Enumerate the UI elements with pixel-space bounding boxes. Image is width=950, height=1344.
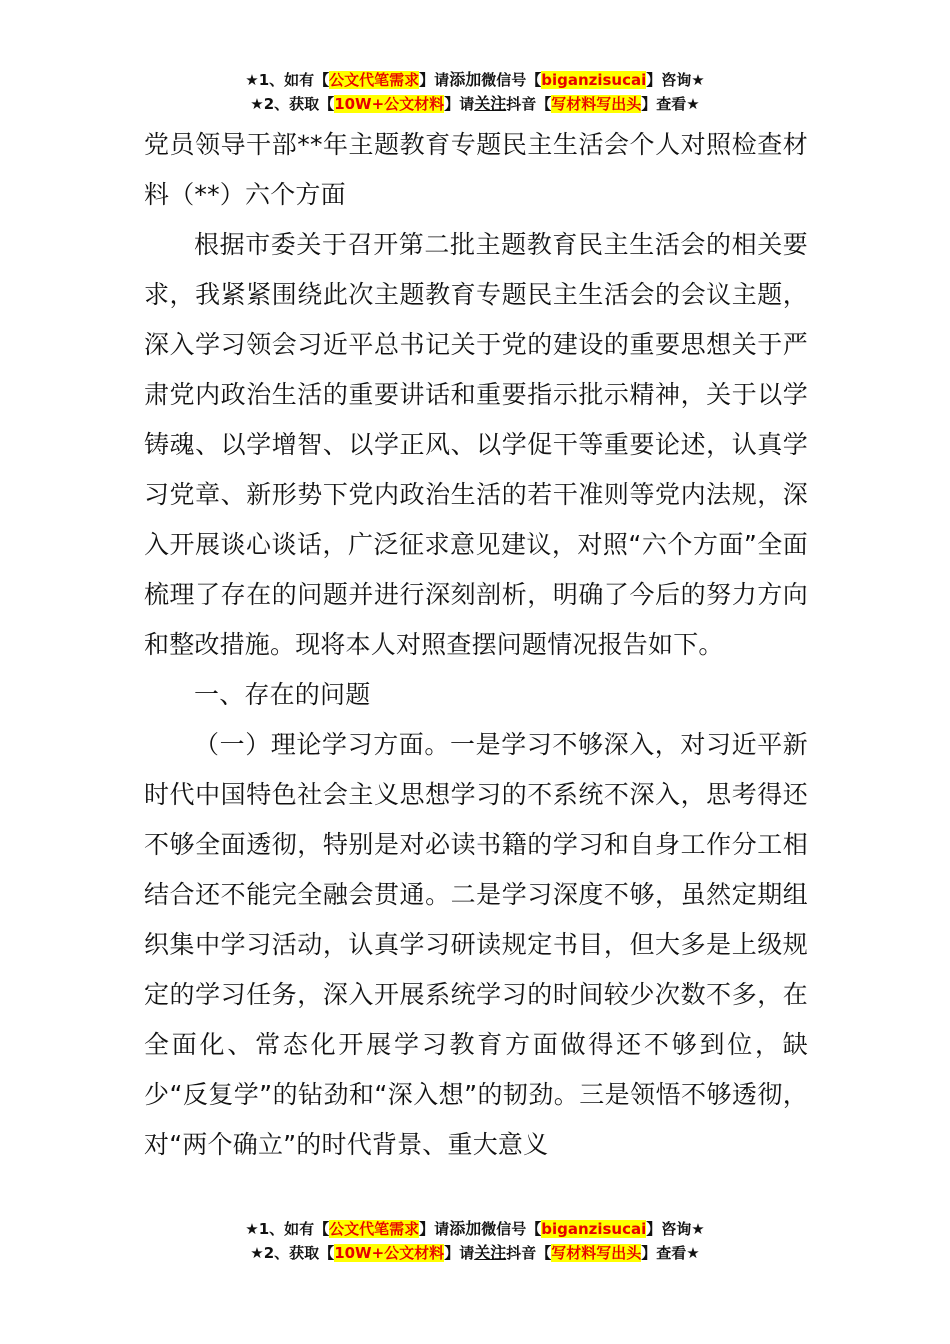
document-title: 党员领导干部**年主题教育专题民主生活会个人对照检查材料（**）六个方面	[144, 130, 808, 209]
douyin-id: 写材料写出头	[551, 95, 642, 113]
header-banner	[0, 68, 950, 116]
section-heading: 一、存在的问题	[194, 680, 371, 709]
highlight-text: 10W+公文材料	[334, 1244, 445, 1262]
intro-paragraph: 根据市委关于召开第二批主题教育民主生活会的相关要求，我紧紧围绕此次主题教育专题民主生活会的会议主题，深入学习领会习近平总书记关于党的建设的重要思想关于严肃党内政治生活的重要讲话和重要指示批示精神，关于以学铸魂、以学增智、以学正风、以学促干等重要论述，认真学习党章、新形势下党内政治生活的若干准则等党内法规，深入开展谈心谈话，广泛征求意见建议，对照“六个方面”全面梳理了存在的问题并进行深刻剖析，明确了今后的努力方向和整改措施。现将本人对照查摆问题情况报告如下。	[144, 230, 808, 659]
banner-line-2: ★2、获取【10W+公文材料】请关注抖音【写材料写出头】查看★	[250, 1243, 700, 1262]
banner-line-2: ★2、获取【10W+公文材料】请关注抖音【写材料写出头】查看★	[250, 94, 700, 113]
wechat-id: biganzisucai	[541, 71, 647, 89]
footer-banner	[0, 1217, 950, 1265]
banner-line-1: ★1、如有【公文代笔需求】请添加微信号【biganzisucai】咨询★	[245, 70, 705, 89]
douyin-id: 写材料写出头	[551, 1244, 642, 1262]
document-body	[144, 120, 808, 1170]
highlight-text: 公文代笔需求	[329, 1220, 420, 1238]
banner-line-1: ★1、如有【公文代笔需求】请添加微信号【biganzisucai】咨询★	[245, 1219, 705, 1238]
highlight-text: 10W+公文材料	[334, 95, 445, 113]
highlight-text: 公文代笔需求	[329, 71, 420, 89]
body-paragraph: （一）理论学习方面。一是学习不够深入，对习近平新时代中国特色社会主义思想学习的不系统不深入，思考得还不够全面透彻，特别是对必读书籍的学习和自身工作分工相结合还不能完全融会贯通。二是学习深度不够，虽然定期组织集中学习活动，认真学习研读规定书目，但大多是上级规定的学习任务，深入开展系统学习的时间较少次数不多，在全面化、常态化开展学习教育方面做得还不够到位，缺少“反复学”的钻劲和“深入想”的韧劲。三是领悟不够透彻，对“两个确立”的时代背景、重大意义	[144, 730, 808, 1159]
wechat-id: biganzisucai	[541, 1220, 647, 1238]
